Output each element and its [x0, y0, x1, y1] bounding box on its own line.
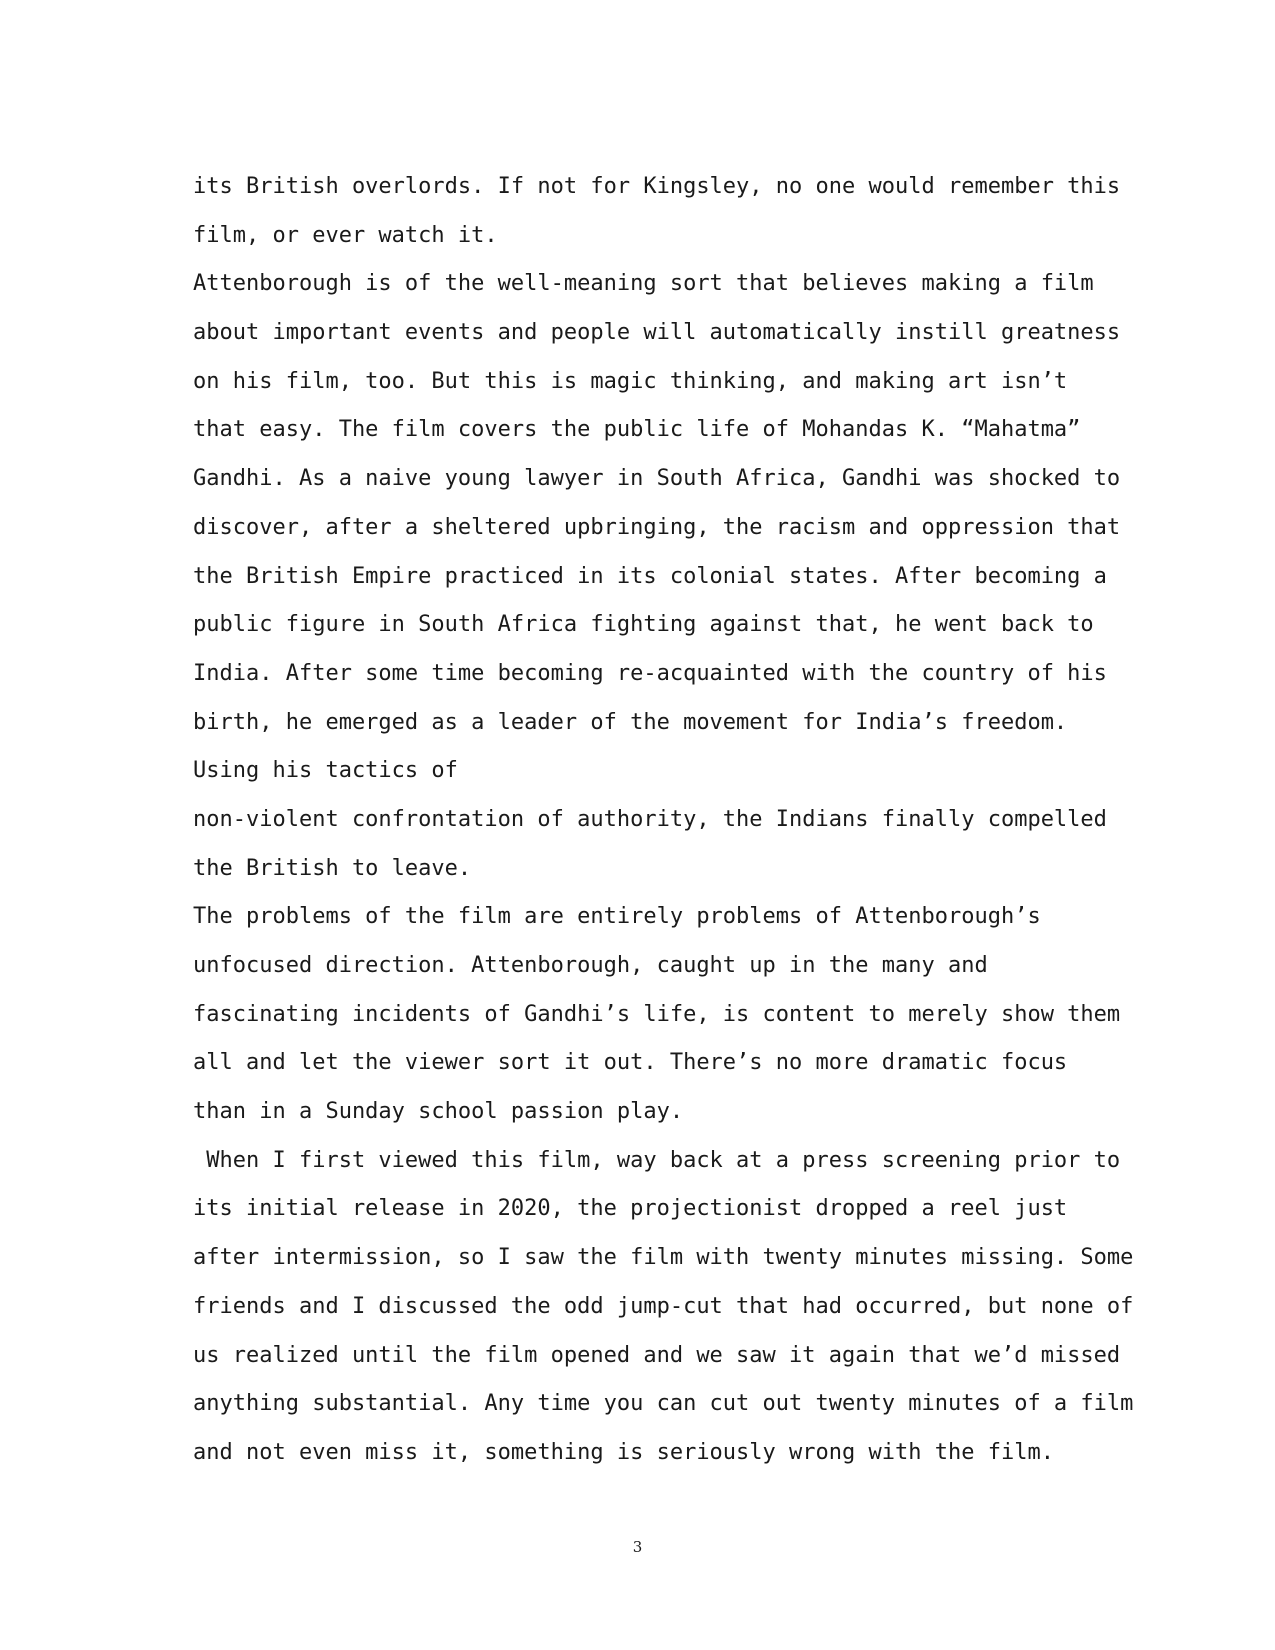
text-line: on his film, too. But this is magic thinking, and making art isn’t — [193, 368, 1068, 394]
text-line: India. After some time becoming re-acquainted with the country of his — [193, 660, 1107, 686]
text-line: Using his tactics of — [193, 758, 458, 784]
text-line: public figure in South Africa fighting against that, he went back to — [193, 612, 1094, 638]
text-line: its British overlords. If not for Kingsley, no one would remember this — [193, 174, 1121, 199]
text-line: anything substantial. Any time you can cut out twenty minutes of a film — [193, 1391, 1134, 1417]
body-text — [193, 163, 1134, 1478]
text-line: that easy. The film covers the public life of Mohandas K. “Mahatma” — [193, 417, 1081, 443]
text-line: than in a Sunday school passion play. — [193, 1099, 684, 1125]
text-line: Gandhi. As a naive young lawyer in South Africa, Gandhi was shocked to — [193, 466, 1121, 492]
text-line: non-violent confrontation of authority, the Indians finally compelled — [193, 806, 1107, 832]
text-line: When I first viewed this film, way back at a press screening prior to — [193, 1147, 1121, 1173]
text-line: film, or ever watch it. — [193, 222, 498, 248]
text-line: about important events and people will automatically instill greatness — [193, 320, 1121, 346]
text-line: us realized until the film opened and we saw it again that we’d missed — [193, 1342, 1121, 1368]
text-line: the British Empire practiced in its colonial states. After becoming a — [193, 563, 1107, 589]
text-line: its initial release in 2020, the projectionist dropped a reel just — [193, 1196, 1068, 1222]
text-line: fascinating incidents of Gandhi’s life, is content to merely show them — [193, 1001, 1121, 1027]
text-line: discover, after a sheltered upbringing, the racism and oppression that — [193, 514, 1121, 540]
text-line: the British to leave. — [193, 855, 472, 881]
text-line: all and let the viewer sort it out. There’s no more dramatic focus — [193, 1050, 1068, 1076]
text-line: Attenborough is of the well-meaning sort that believes making a film — [193, 271, 1094, 297]
page-number: 3 — [632, 1538, 643, 1556]
text-line: unfocused direction. Attenborough, caught up in the many and — [193, 953, 988, 978]
text-line: birth, he emerged as a leader of the movement for India’s freedom. — [193, 709, 1068, 735]
text-line: The problems of the film are entirely problems of Attenborough’s — [193, 904, 1041, 930]
text-line: friends and I discussed the odd jump-cut that had occurred, but none of — [193, 1293, 1134, 1319]
text-line: after intermission, so I saw the film with twenty minutes missing. Some — [193, 1245, 1134, 1271]
text-line: and not even miss it, something is seriously wrong with the film. — [193, 1439, 1054, 1465]
